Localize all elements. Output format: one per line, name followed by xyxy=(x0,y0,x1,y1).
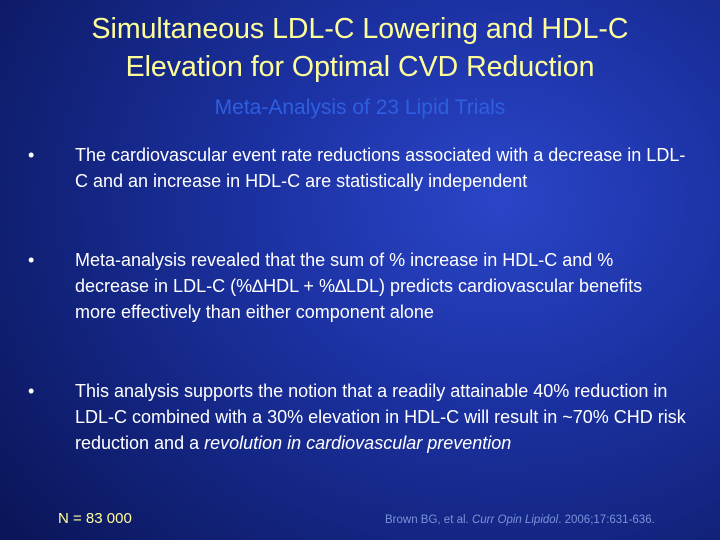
bullet-text: Meta-analysis revealed that the sum of % increase in HDL-C and % decrease in LDL-C (%∆HDL + %∆LDL) predicts cardiovascular benefits more effectively than either component alone xyxy=(75,250,643,322)
bullet-text xyxy=(75,378,688,456)
reference-journal: Curr Opin Lipidol xyxy=(471,514,559,526)
bullet-dot: • xyxy=(28,381,35,401)
bullet-item xyxy=(28,247,688,325)
bullet-dot: • xyxy=(28,145,35,165)
title-line-1: Simultaneous LDL-C Lowering and HDL-C xyxy=(91,13,629,45)
reference-citation xyxy=(385,514,655,526)
title-line-2: Elevation for Optimal CVD Reduction xyxy=(125,51,595,83)
bullet-text-plain: This analysis supports the notion that a readily attainable 40% reduction in LDL-C combined with a 30% elevation in HDL-C will result in ~70% CHD risk reduction and a xyxy=(75,381,686,453)
slide-subtitle: Meta-Analysis of 23 Lipid Trials xyxy=(214,96,506,119)
bullet-item xyxy=(28,142,688,194)
bullet-text-emphasis: revolution in cardiovascular prevention xyxy=(204,433,512,453)
sample-size-label: N = 83 000 xyxy=(58,510,132,527)
slide-title xyxy=(20,10,700,86)
reference-details: . 2006;17:631-636. xyxy=(558,514,655,526)
bullet-text: The cardiovascular event rate reductions associated with a decrease in LDL-C and an increase in HDL-C are statistically independent xyxy=(75,145,686,191)
bullet-item xyxy=(28,378,688,456)
reference-authors: Brown BG, et al. xyxy=(385,514,472,526)
bullet-dot: • xyxy=(28,250,35,270)
